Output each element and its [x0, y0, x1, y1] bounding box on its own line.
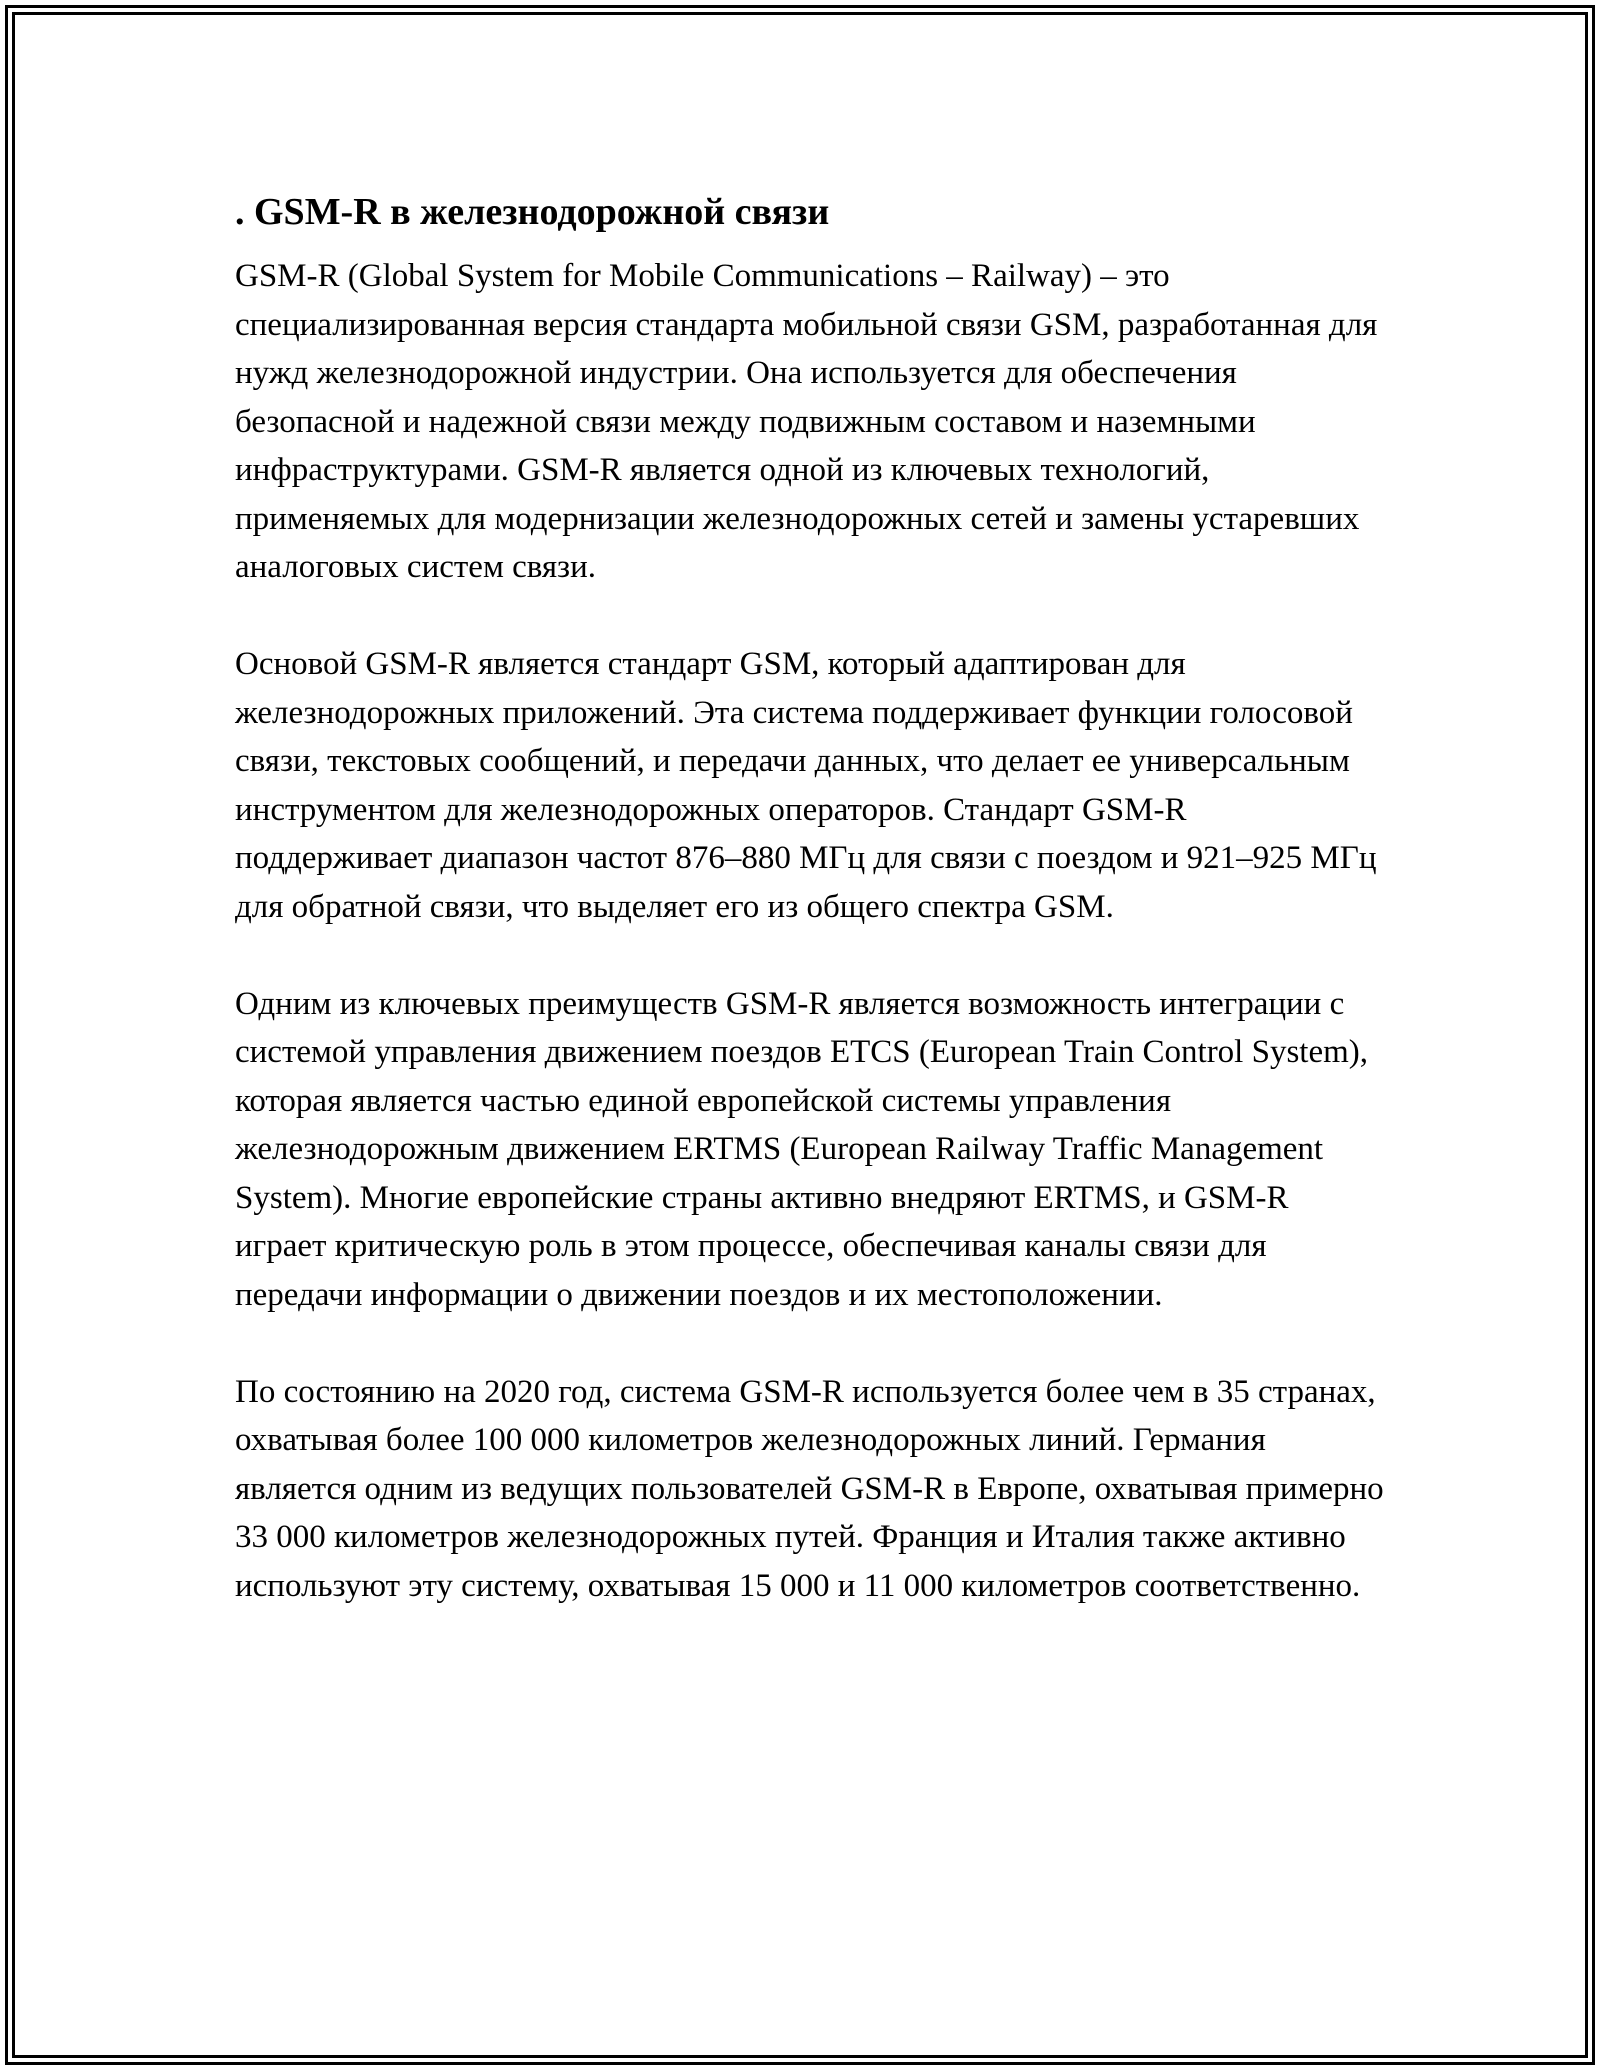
paragraph-adoption: По состоянию на 2020 год, система GSM-R используется более чем в 35 странах, охватывая более 100 000 километров железнодорожных линий. Германия является одним из ведущих пользователей GSM-R в Европе, охватывая примерно 33 000 километров железнодорожных путей. Франция и Италия также активно используют эту систему, охватывая 15 000 и 11 000 километров соответственно. — [235, 1373, 1384, 1604]
page-title: . GSM-R в железнодорожной связи — [235, 191, 830, 233]
paragraph-standard: Основой GSM-R является стандарт GSM, который адаптирован для железнодорожных приложений. Эта система поддерживает функции голосовой связи, текстовых сообщений, и передачи данных, что делает ее универсальным инструментом для железнодорожных операторов. Стандарт GSM-R поддерживает диапазон частот 876–880 МГц для связи с поездом и 921–925 МГц для обратной связи, что выделяет его из общего спектра GSM. — [235, 646, 1377, 925]
paragraph-intro: GSM-R (Global System for Mobile Communications – Railway) – это специализированная версия стандарта мобильной связи GSM, разработанная для нужд железнодорожной индустрии. Она используется для обеспечения безопасной и надежной связи между подвижным составом и наземными инфраструктурами. GSM-R является одной из ключевых технологий, применяемых для модернизации железнодорожных сетей и замены устаревших аналоговых систем связи. — [235, 258, 1378, 585]
document-body — [235, 186, 1385, 1659]
paragraph-advantages: Одним из ключевых преимуществ GSM-R является возможность интеграции с системой управления движением поездов ETCS (European Train Control System), которая является частью единой европейской системы управления железнодорожным движением ERTMS (European Railway Traffic Management System). Многие европейские страны активно внедряют ERTMS, и GSM-R играет критическую роль в этом процессе, обеспечивая каналы связи для передачи информации о движении поездов и их местоположении. — [235, 985, 1369, 1313]
